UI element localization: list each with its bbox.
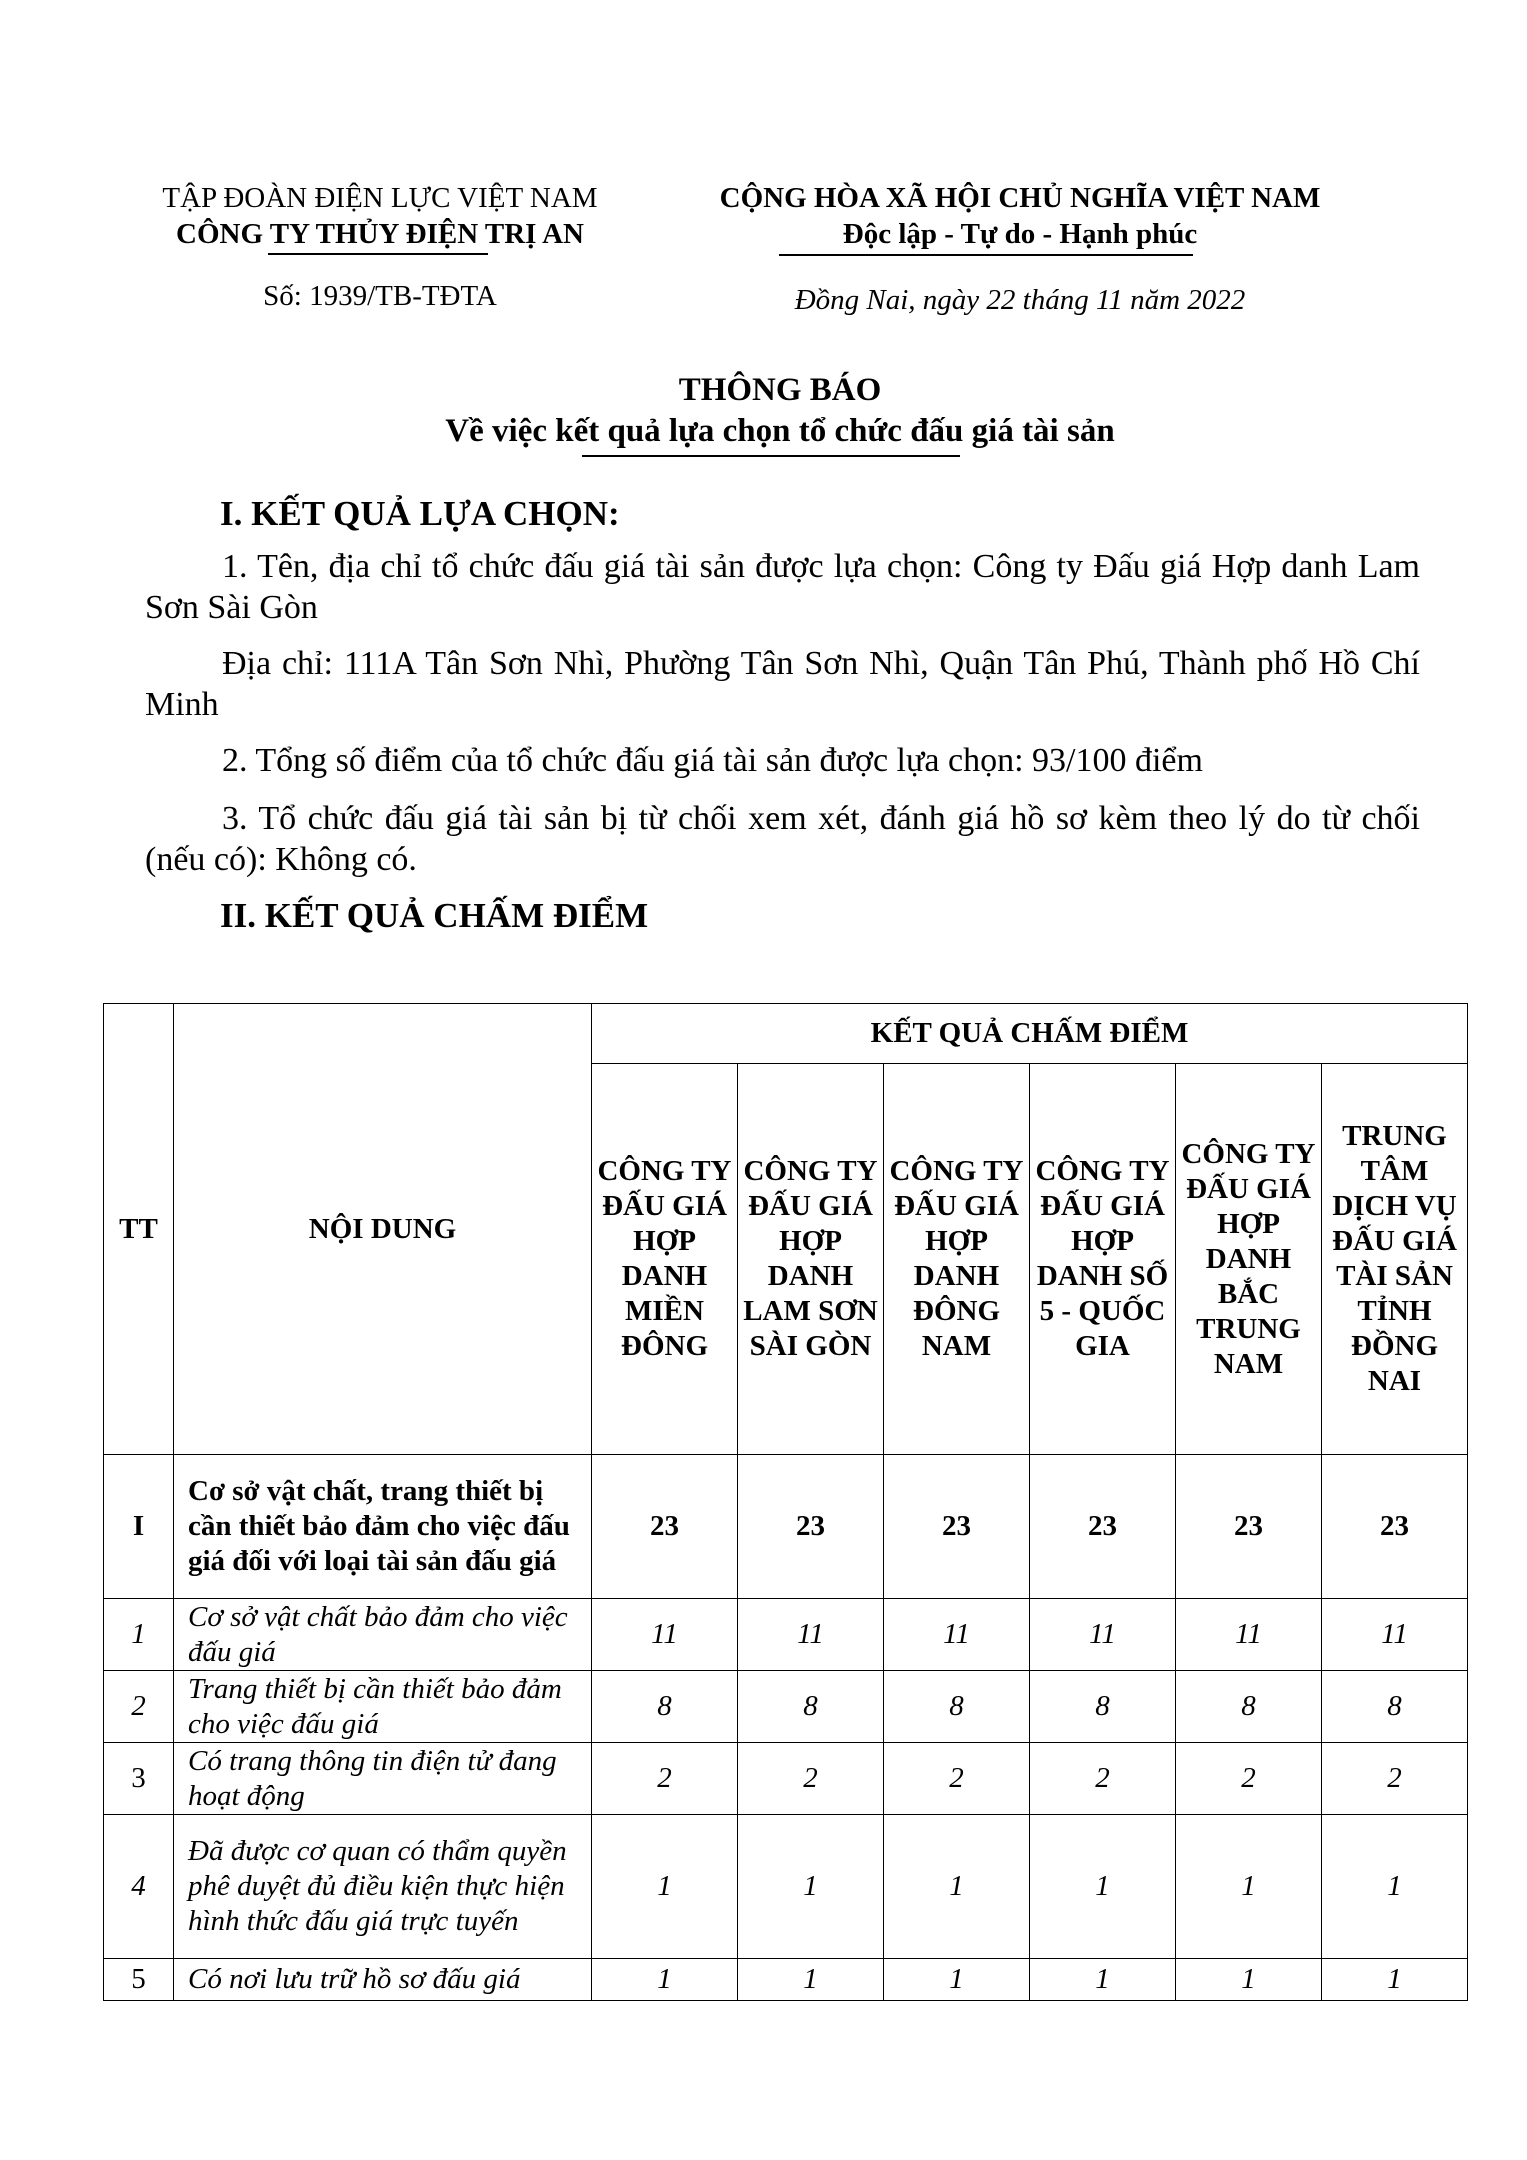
score-cell: 23 [592, 1455, 738, 1599]
score-cell: 1 [1030, 1815, 1176, 1959]
org-header: CÔNG TY ĐẤU GIÁ HỢP DANH ĐÔNG NAM [884, 1064, 1030, 1455]
doc-title: THÔNG BÁO [678, 372, 882, 408]
table-row [104, 1815, 1468, 1959]
motto-underline [779, 254, 1193, 256]
score-cell: 1 [592, 1959, 738, 2001]
row-tt: 1 [104, 1599, 174, 1671]
motto: Độc lập - Tự do - Hạnh phúc [842, 218, 1198, 250]
total-score-paragraph: 2. Tổng số điểm của tổ chức đấu giá tài sản được lựa chọn: 93/100 điểm [222, 742, 1203, 779]
score-cell: 1 [738, 1959, 884, 2001]
row-content: Cơ sở vật chất bảo đảm cho việc đấu giá [174, 1599, 592, 1671]
score-cell: 1 [1322, 1815, 1468, 1959]
row-content: Cơ sở vật chất, trang thiết bị cần thiết bảo đảm cho việc đấu giá đối với loại tài sản đấu giá [174, 1455, 592, 1599]
score-cell: 2 [1030, 1743, 1176, 1815]
row-tt: 3 [104, 1743, 174, 1815]
org-header: TRUNG TÂM DỊCH VỤ ĐẤU GIÁ TÀI SẢN TỈNH ĐỒNG NAI [1322, 1064, 1468, 1455]
score-cell: 2 [884, 1743, 1030, 1815]
doc-number: Số: 1939/TB-TĐTA [263, 280, 497, 312]
group-header: KẾT QUẢ CHẤM ĐIỂM [592, 1004, 1468, 1064]
date-place: Đồng Nai, ngày 22 tháng 11 năm 2022 [794, 284, 1246, 316]
col-content-header: NỘI DUNG [174, 1004, 592, 1455]
row-tt: 4 [104, 1815, 174, 1959]
score-cell: 8 [1176, 1671, 1322, 1743]
table-row [104, 1743, 1468, 1815]
org-header: CÔNG TY ĐẤU GIÁ HỢP DANH MIỀN ĐÔNG [592, 1064, 738, 1455]
score-cell: 2 [1176, 1743, 1322, 1815]
row-tt: 5 [104, 1959, 174, 2001]
table-header-row-1 [104, 1004, 1468, 1064]
table-row [104, 1671, 1468, 1743]
doc-subtitle: Về việc kết quả lựa chọn tổ chức đấu giá tài sản [445, 413, 1115, 449]
score-cell: 1 [1030, 1959, 1176, 2001]
company-name: CÔNG TY THỦY ĐIỆN TRỊ AN [176, 218, 584, 250]
republic-name: CỘNG HÒA XÃ HỘI CHỦ NGHĨA VIỆT NAM [719, 182, 1321, 214]
table-row [104, 1455, 1468, 1599]
score-cell: 11 [1176, 1599, 1322, 1671]
section-1-heading: I. KẾT QUẢ LỰA CHỌN: [220, 494, 620, 533]
score-cell: 1 [884, 1815, 1030, 1959]
score-cell: 8 [1322, 1671, 1468, 1743]
row-tt: I [104, 1455, 174, 1599]
row-tt: 2 [104, 1671, 174, 1743]
score-cell: 11 [1322, 1599, 1468, 1671]
org-header: CÔNG TY ĐẤU GIÁ HỢP DANH LAM SƠN SÀI GÒN [738, 1064, 884, 1455]
header-left [140, 180, 620, 252]
company-underline [268, 253, 488, 255]
table-row [104, 1959, 1468, 2001]
score-cell: 8 [592, 1671, 738, 1743]
score-cell: 23 [1030, 1455, 1176, 1599]
score-cell: 11 [592, 1599, 738, 1671]
score-table [103, 1003, 1468, 2001]
score-cell: 1 [884, 1959, 1030, 2001]
row-content: Trang thiết bị cần thiết bảo đảm cho việc đấu giá [174, 1671, 592, 1743]
score-cell: 8 [738, 1671, 884, 1743]
col-tt-header: TT [104, 1004, 174, 1455]
org-header: CÔNG TY ĐẤU GIÁ HỢP DANH BẮC TRUNG NAM [1176, 1064, 1322, 1455]
score-cell: 1 [1176, 1815, 1322, 1959]
score-cell: 23 [1176, 1455, 1322, 1599]
score-cell: 2 [1322, 1743, 1468, 1815]
row-content: Đã được cơ quan có thẩm quyền phê duyệt đủ điều kiện thực hiện hình thức đấu giá trực tuyến [174, 1815, 592, 1959]
table-row [104, 1599, 1468, 1671]
rejected-paragraph: 3. Tổ chức đấu giá tài sản bị từ chối xem xét, đánh giá hồ sơ kèm theo lý do từ chối (nếu có): Không có. [145, 800, 1420, 878]
score-cell: 23 [1322, 1455, 1468, 1599]
row-content: Có trang thông tin điện tử đang hoạt động [174, 1743, 592, 1815]
score-cell: 1 [738, 1815, 884, 1959]
score-cell: 23 [738, 1455, 884, 1599]
score-cell: 11 [738, 1599, 884, 1671]
section-2-heading: II. KẾT QUẢ CHẤM ĐIỂM [220, 896, 649, 935]
subtitle-underline [582, 455, 960, 457]
selected-org-paragraph: 1. Tên, địa chỉ tổ chức đấu giá tài sản được lựa chọn: Công ty Đấu giá Hợp danh Lam Sơn Sài Gòn [145, 548, 1420, 626]
score-cell: 11 [1030, 1599, 1176, 1671]
score-cell: 1 [592, 1815, 738, 1959]
score-cell: 1 [1322, 1959, 1468, 2001]
parent-org: TẬP ĐOÀN ĐIỆN LỰC VIỆT NAM [162, 182, 598, 214]
row-content: Có nơi lưu trữ hồ sơ đấu giá [174, 1959, 592, 2001]
score-cell: 2 [592, 1743, 738, 1815]
score-cell: 8 [1030, 1671, 1176, 1743]
score-cell: 2 [738, 1743, 884, 1815]
score-cell: 1 [1176, 1959, 1322, 2001]
score-cell: 8 [884, 1671, 1030, 1743]
national-title [640, 180, 1400, 252]
score-cell: 11 [884, 1599, 1030, 1671]
org-header: CÔNG TY ĐẤU GIÁ HỢP DANH SỐ 5 - QUỐC GIA [1030, 1064, 1176, 1455]
score-cell: 23 [884, 1455, 1030, 1599]
address-paragraph: Địa chỉ: 111A Tân Sơn Nhì, Phường Tân Sơn Nhì, Quận Tân Phú, Thành phố Hồ Chí Minh [145, 645, 1420, 723]
